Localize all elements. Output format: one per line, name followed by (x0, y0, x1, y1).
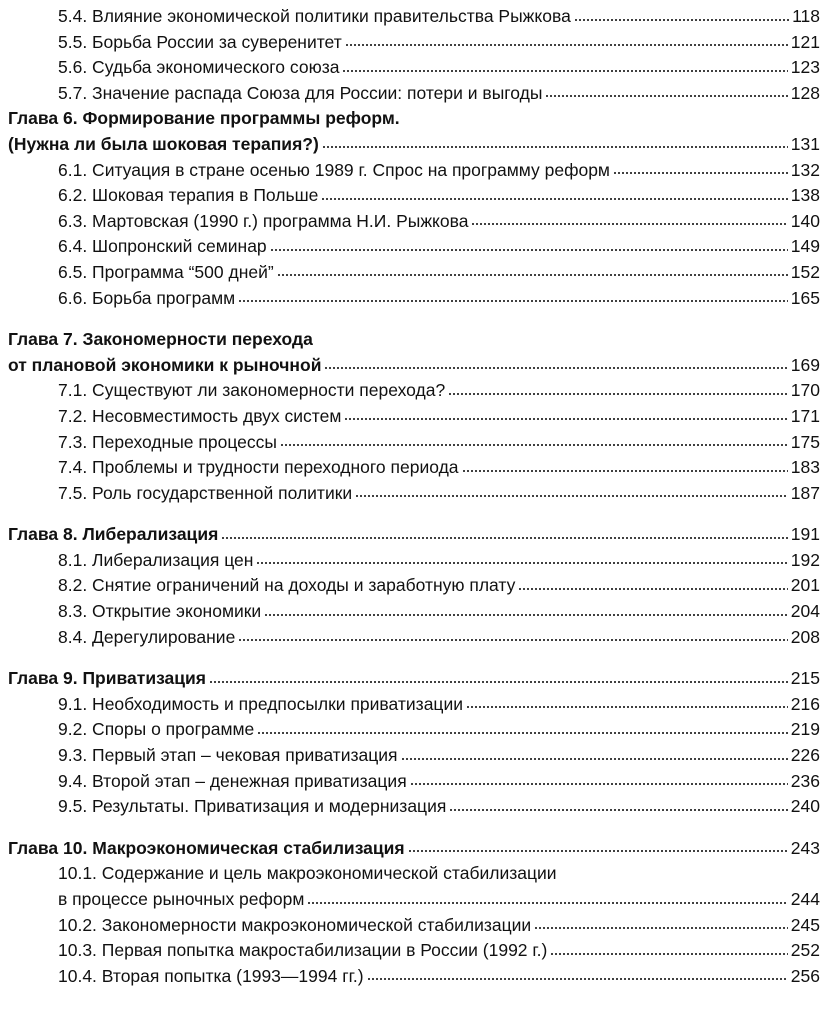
page-number: 244 (790, 889, 820, 909)
page-number: 131 (790, 133, 820, 154)
toc-section-line[interactable] (8, 861, 820, 887)
toc-section[interactable] (8, 769, 820, 795)
page-number: 169 (790, 354, 820, 375)
dot-leader (324, 366, 787, 371)
entry-title: от плановой экономики к рыночной (8, 354, 322, 375)
toc-section[interactable] (8, 81, 820, 107)
entry-title: 6.4. Шопронский семинар (58, 236, 267, 257)
entry-title: 7.4. Проблемы и трудности переходного периода (58, 457, 459, 478)
entry-title: 5.5. Борьба России за суверенитет (58, 31, 342, 52)
toc-chapter (8, 836, 820, 990)
page-number: 183 (790, 457, 820, 478)
dot-leader (321, 196, 787, 201)
dot-leader (345, 43, 788, 48)
page-number: 201 (790, 575, 820, 596)
toc-section[interactable] (8, 573, 820, 599)
chapter-heading[interactable] (8, 666, 820, 692)
dot-leader (270, 247, 788, 252)
page-number: 170 (790, 380, 820, 401)
dot-leader (257, 730, 788, 735)
toc-section[interactable] (8, 55, 820, 81)
chapter-heading-line[interactable] (8, 106, 820, 132)
toc-chapter (8, 106, 820, 311)
page-number: 118 (792, 6, 820, 26)
page-number: 192 (790, 549, 820, 570)
chapter-heading-line[interactable] (8, 327, 820, 353)
toc-section[interactable] (8, 260, 820, 286)
dot-leader (449, 807, 787, 812)
table-of-contents (8, 4, 820, 989)
dot-leader (613, 171, 788, 176)
toc-section[interactable] (8, 794, 820, 820)
page-number: 187 (790, 482, 820, 503)
page-number: 236 (790, 770, 820, 791)
entry-title: 5.6. Судьба экономического союза (58, 57, 340, 78)
page-number: 215 (790, 668, 820, 689)
entry-title: 8.4. Дерегулирование (58, 626, 236, 647)
toc-chapter (8, 327, 820, 506)
dot-leader (238, 638, 787, 643)
entry-title: 10.3. Первая попытка макростабилизации в России (1992 г.) (58, 940, 548, 961)
page-number: 226 (790, 745, 820, 766)
page-number: 175 (790, 431, 820, 452)
dot-leader (534, 926, 788, 931)
page-number: 140 (790, 210, 820, 231)
entry-title: 9.3. Первый этап – чековая приватизация (58, 745, 398, 766)
entry-title: 9.1. Необходимость и предпосылки приватизации (58, 693, 463, 714)
entry-title: 9.5. Результаты. Приватизация и модернизация (58, 796, 447, 817)
page-number: 256 (790, 965, 820, 986)
entry-title: (Нужна ли была шоковая терапия?) (8, 133, 319, 154)
entry-title: 8.3. Открытие экономики (58, 601, 262, 622)
toc-section[interactable] (8, 548, 820, 574)
entry-title: 7.5. Роль государственной политики (58, 482, 353, 503)
dot-leader (401, 756, 788, 761)
chapter-heading[interactable] (8, 132, 820, 158)
entry-title: 10.4. Вторая попытка (1993—1994 гг.) (58, 965, 364, 986)
entry-title: 6.2. Шоковая терапия в Польше (58, 185, 319, 206)
dot-leader (545, 94, 787, 99)
page-number: 123 (790, 57, 820, 78)
chapter-heading[interactable] (8, 836, 820, 862)
dot-leader (238, 299, 788, 304)
entry-title: 8.1. Либерализация цен (58, 549, 254, 570)
dot-leader (518, 586, 787, 591)
entry-title: 8.2. Снятие ограничений на доходы и заработную плату (58, 575, 516, 596)
dot-leader (209, 679, 788, 684)
dot-leader (342, 68, 787, 73)
dot-leader (550, 951, 787, 956)
dot-leader (574, 17, 789, 22)
toc-section[interactable] (8, 743, 820, 769)
toc-section[interactable] (8, 286, 820, 312)
toc-section[interactable] (8, 209, 820, 235)
dot-leader (322, 145, 788, 150)
toc-section[interactable] (8, 378, 820, 404)
page-number: 128 (790, 82, 820, 103)
entry-title: 10.1. Содержание и цель макроэкономической стабилизации (58, 863, 557, 884)
entry-title: 9.2. Споры о программе (58, 719, 255, 740)
toc-section[interactable] (8, 183, 820, 209)
toc-section[interactable] (8, 913, 820, 939)
dot-leader (355, 494, 788, 499)
toc-section[interactable] (8, 481, 820, 507)
toc-section[interactable] (8, 404, 820, 430)
toc-section[interactable] (8, 599, 820, 625)
toc-chapter (8, 522, 820, 650)
page-number: 132 (790, 159, 820, 180)
dot-leader (410, 782, 788, 787)
toc-section[interactable] (8, 692, 820, 718)
entry-title: 6.6. Борьба программ (58, 287, 236, 308)
leading-sections (8, 4, 820, 106)
dot-leader (471, 222, 787, 227)
toc-section[interactable] (8, 30, 820, 56)
page-number: 204 (790, 601, 820, 622)
dot-leader (280, 443, 788, 448)
toc-section[interactable] (8, 4, 820, 30)
entry-title: Глава 10. Макроэкономическая стабилизация (8, 837, 405, 858)
entry-title: Глава 6. Формирование программы реформ. (8, 108, 400, 129)
chapter-heading[interactable] (8, 353, 820, 379)
entry-title: Глава 9. Приватизация (8, 668, 207, 689)
entry-title: в процессе рыночных реформ (58, 889, 305, 909)
entry-title: 5.7. Значение распада Союза для России: потери и выгоды (58, 82, 543, 103)
dot-leader (277, 273, 788, 278)
toc-section[interactable] (8, 430, 820, 456)
entry-title: Глава 8. Либерализация (8, 524, 219, 545)
entry-title: 10.2. Закономерности макроэкономической стабилизации (58, 914, 532, 935)
toc-section[interactable] (8, 158, 820, 184)
entry-title: 6.5. Программа “500 дней” (58, 261, 274, 282)
dot-leader (448, 391, 788, 396)
entry-title: 7.1. Существуют ли закономерности перехода? (58, 380, 446, 401)
page-number: 165 (790, 287, 820, 308)
page-number: 191 (790, 524, 820, 545)
page-number: 252 (790, 940, 820, 961)
page-number: 171 (790, 405, 820, 426)
dot-leader (466, 705, 788, 710)
chapters-list (8, 106, 820, 989)
toc-section[interactable] (8, 717, 820, 743)
entry-title: 5.4. Влияние экономической политики правительства Рыжкова (58, 6, 571, 26)
page-number: 149 (790, 236, 820, 257)
page-number: 121 (790, 31, 820, 52)
entry-title: 6.3. Мартовская (1990 г.) программа Н.И. Рыжкова (58, 210, 469, 231)
dot-leader (344, 417, 787, 422)
entry-title: 7.3. Переходные процессы (58, 431, 277, 452)
page-number: 219 (790, 719, 820, 740)
toc-section[interactable] (8, 938, 820, 964)
page-number: 216 (790, 693, 820, 714)
toc-section[interactable] (8, 625, 820, 651)
page-number: 138 (790, 185, 820, 206)
page-number: 243 (790, 837, 820, 858)
page-number: 245 (790, 914, 820, 935)
dot-leader (264, 612, 788, 617)
entry-title: Глава 7. Закономерности перехода (8, 329, 313, 350)
dot-leader (221, 535, 788, 540)
entry-title: 9.4. Второй этап – денежная приватизация (58, 770, 407, 791)
page-number: 152 (790, 261, 820, 282)
entry-title: 7.2. Несовместимость двух систем (58, 405, 342, 426)
page-number: 240 (790, 796, 820, 817)
chapter-heading[interactable] (8, 522, 820, 548)
toc-section[interactable] (8, 455, 820, 481)
dot-leader (408, 849, 788, 854)
dot-leader (307, 900, 787, 905)
dot-leader (256, 561, 787, 566)
toc-section[interactable] (8, 887, 820, 913)
toc-chapter (8, 666, 820, 820)
toc-section[interactable] (8, 964, 820, 990)
toc-section[interactable] (8, 234, 820, 260)
page-number: 208 (790, 626, 820, 647)
dot-leader (367, 977, 788, 982)
entry-title: 6.1. Ситуация в стране осенью 1989 г. Спрос на программу реформ (58, 159, 610, 180)
dot-leader (462, 468, 788, 473)
